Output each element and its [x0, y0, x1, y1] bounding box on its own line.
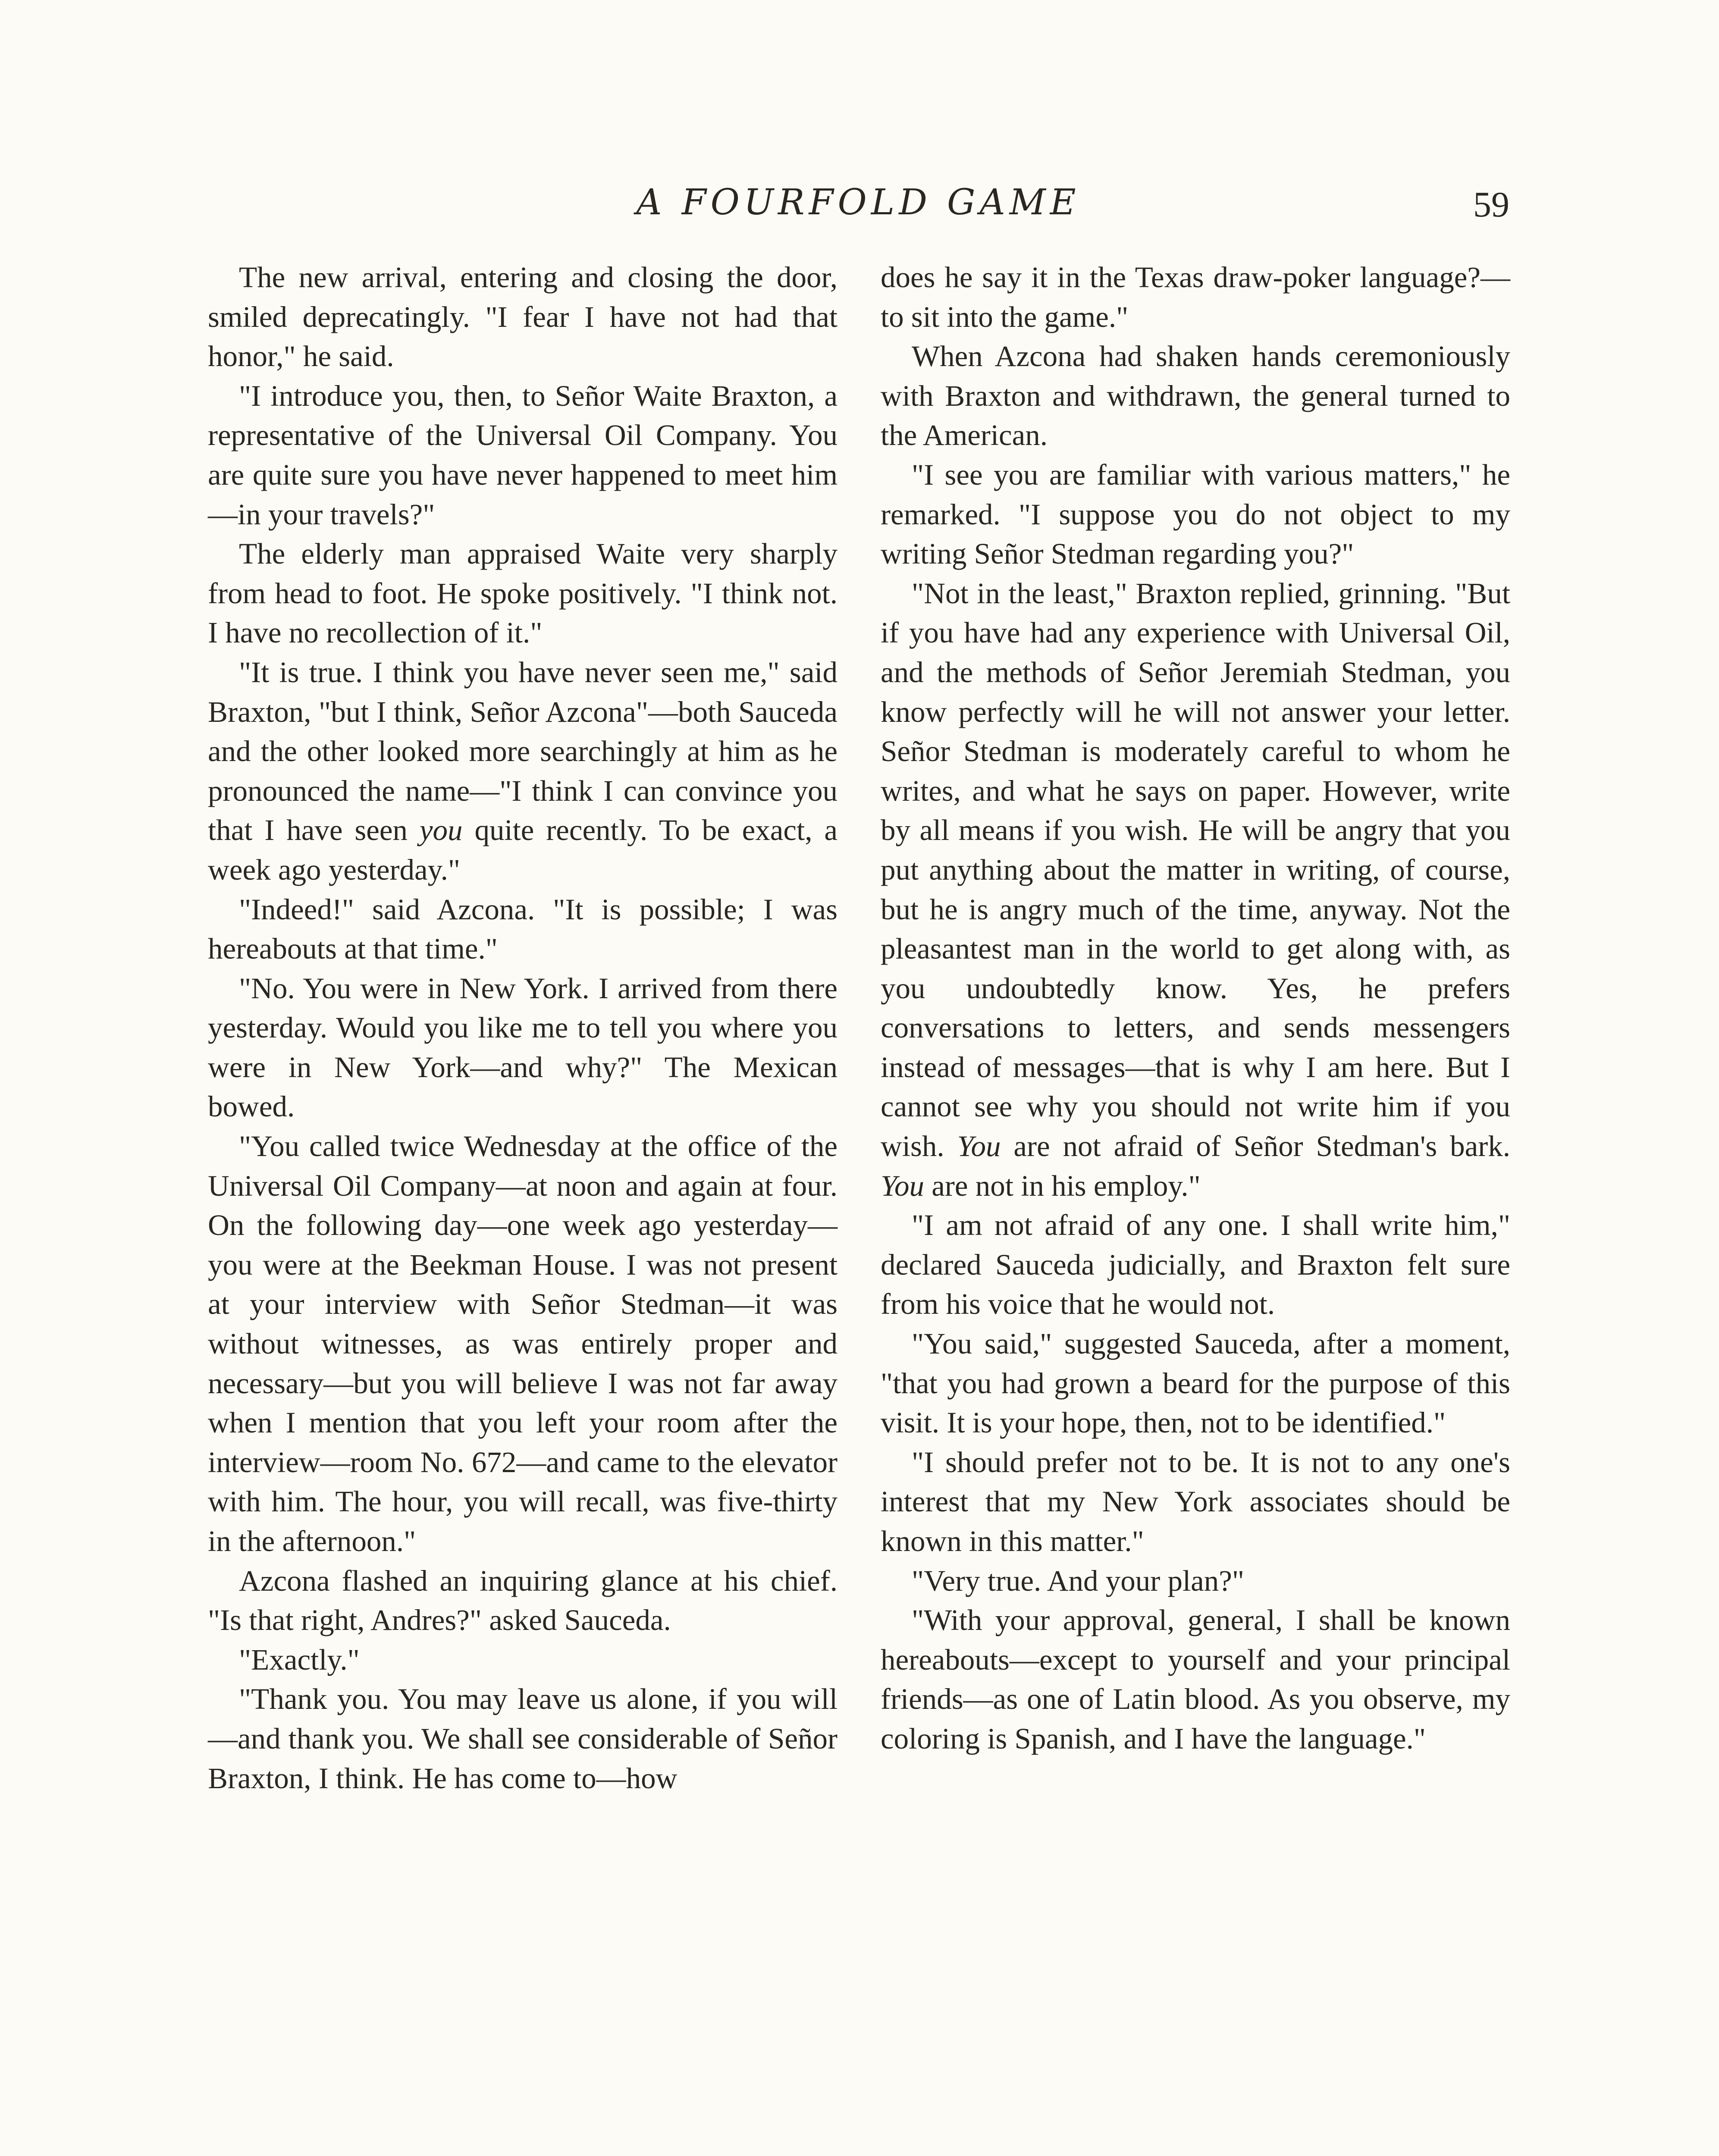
paragraph — [881, 574, 1510, 1206]
paragraph: Azcona flashed an inquiring glance at his chief. "Is that right, Andres?" asked Sauceda. — [208, 1564, 838, 1637]
paragraph: "You said," suggested Sauceda, after a moment, "that you had grown a beard for the purpose of this visit. It is your hope, then, not to be identified." — [881, 1327, 1510, 1439]
paragraph: The elderly man appraised Waite very sharply from head to foot. He spoke positively. "I think not. I have no recollection of it." — [208, 537, 838, 649]
paragraph: "I am not afraid of any one. I shall write him," declared Sauceda judicially, and Braxton felt sure from his voice that he would not. — [881, 1209, 1510, 1321]
paragraph-continued: does he say it in the Texas draw-poker language?—to sit into the game." — [881, 261, 1510, 333]
paragraph: "Very true. And your plan?" — [912, 1564, 1245, 1597]
page-header — [207, 179, 1509, 226]
paragraph: "I should prefer not to be. It is not to any one's interest that my New York associates should be known in this matter." — [881, 1445, 1510, 1557]
paragraph: When Azcona had shaken hands ceremoniously with Braxton and withdrawn, the general turned to the American. — [881, 340, 1510, 452]
emphasis: you — [419, 814, 463, 847]
paragraph: "Indeed!" said Azcona. "It is possible; I was hereabouts at that time." — [208, 893, 838, 965]
paragraph: "Thank you. You may leave us alone, if you will—and thank you. We shall see considerable of Señor Braxton, I think. He has come to—how — [208, 1683, 838, 1795]
text-run: are not afraid of Señor Stedman's bark. — [1013, 1130, 1510, 1163]
paragraph: "No. You were in New York. I arrived from there yesterday. Would you like me to tell you where you were in New York—and why?" The Mexican bowed. — [208, 971, 838, 1123]
running-title: A FOURFOLD GAME — [636, 182, 1080, 223]
paragraph: The new arrival, entering and closing the door, smiled deprecatingly. "I fear I have not had that honor," he said. — [208, 261, 838, 373]
text-run: are not in his employ." — [932, 1169, 1201, 1202]
left-column — [208, 258, 838, 1798]
text-run: "Not in the least," Braxton replied, grinning. "But if you have had any experience with Universal Oil, and the methods of Señor Jeremiah Stedman, you know perfectly will he will not answer your letter. Señor Stedman is moderately careful to whom he writes, and what he says on paper. However, write by all means if you wish. He will be angry that you put anything about the matter in writing, of course, but he is angry much of the time, anyway. Not the pleasantest man in the world to get along with, as you undoubtedly know. Yes, he prefers conversations to letters, and sends messengers instead of messages—that is why I am here. But I cannot see why you should not write him if you wish. — [881, 577, 1510, 1163]
paragraph — [208, 653, 838, 890]
paragraph: "Exactly." — [239, 1643, 360, 1676]
text-run: quite recently. To be exact, a week ago yesterday." — [208, 814, 838, 886]
text-run: "It is true. I think you have never seen me," said Braxton, "but I think, Señor Azcona"—both Sauceda and the other looked more searchingly at him as he pronounced the name—"I think I can convince you that I have seen — [208, 655, 838, 847]
paragraph: "With your approval, general, I shall be known hereabouts—except to yourself and your principal friends—as one of Latin blood. As you observe, my coloring is Spanish, and I have the language." — [881, 1604, 1510, 1755]
emphasis: You — [881, 1169, 925, 1202]
paragraph: "I introduce you, then, to Señor Waite Braxton, a representative of the Universal Oil Company. You are quite sure you have never happened to meet him—in your travels?" — [208, 379, 838, 531]
paragraph: "I see you are familiar with various matters," he remarked. "I suppose you do not object to my writing Señor Stedman regarding you?" — [881, 458, 1510, 570]
paragraph: "You called twice Wednesday at the office of the Universal Oil Company—at noon and again at four. On the following day—one week ago yesterday—you were at the Beekman House. I was not present at your interview with Señor Stedman—it was without witnesses, as was entirely proper and necessary—but you will believe I was not far away when I mention that you left your room after the interview—room No. 672—and came to the elevator with him. The hour, you will recall, was five-thirty in the afternoon." — [208, 1130, 838, 1557]
right-column — [881, 258, 1510, 1759]
emphasis: You — [957, 1130, 1001, 1163]
page-number: 59 — [1473, 185, 1509, 225]
